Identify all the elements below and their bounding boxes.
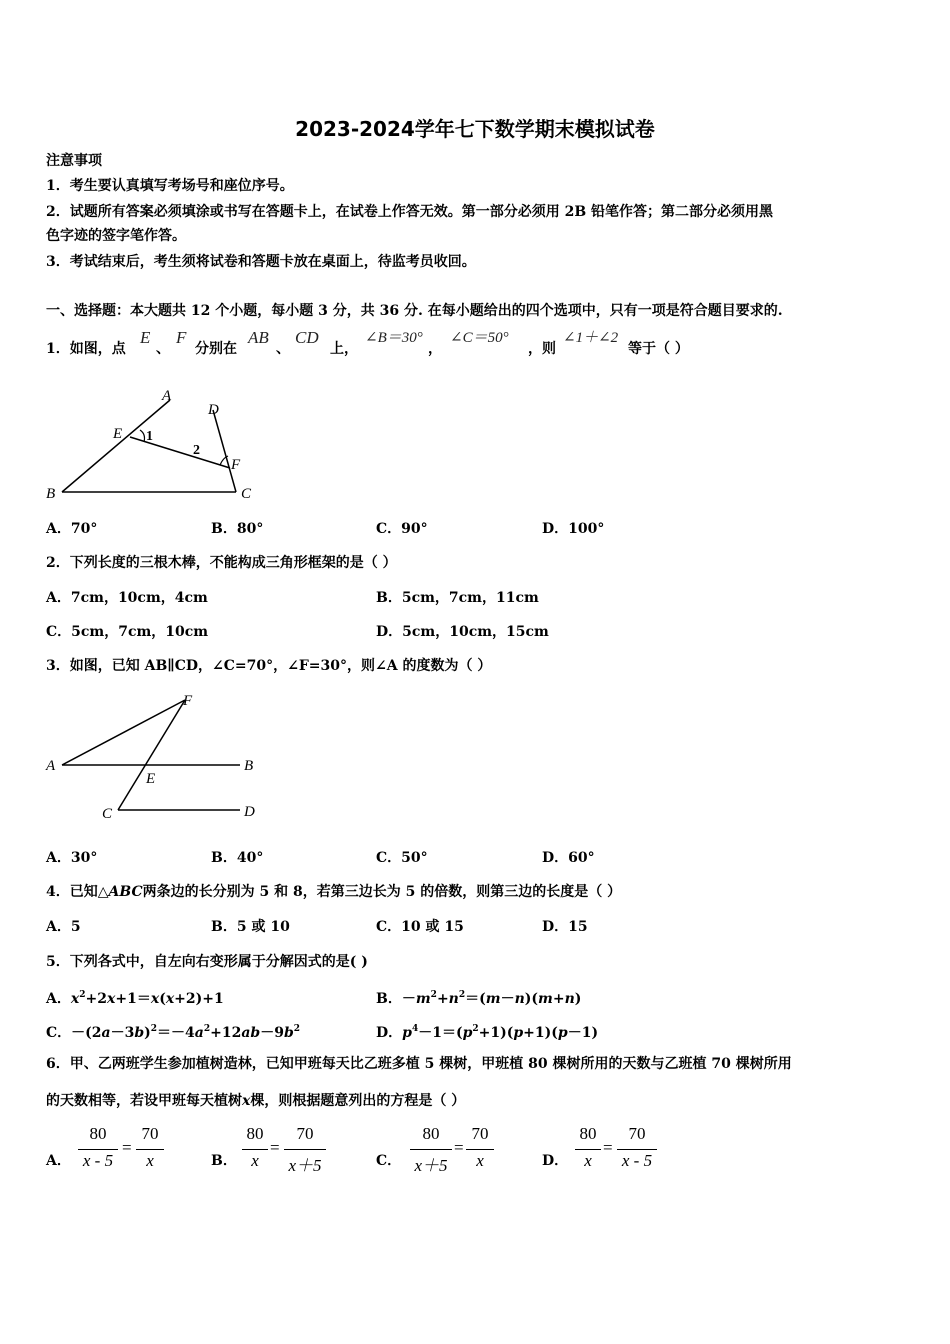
q3-figure — [40, 688, 270, 823]
q6-option-b-equation: 80 x = 70 x＋5 — [240, 1124, 330, 1174]
q1-fig-label-f: F — [231, 457, 241, 473]
q6-option-d-equation: 80 x = 70 x - 5 — [573, 1124, 663, 1174]
q6-stem-line2: 的天数相等，若设甲班每天植树x棵，则根据题意列出的方程是（ ） — [46, 1093, 466, 1109]
q6-option-b-label: B． — [211, 1153, 237, 1169]
notice-line-3: 3．考试结束后，考生须将试卷和答题卡放在桌面上，待监考员收回。 — [46, 254, 476, 270]
q6-option-c-label: C． — [376, 1153, 402, 1169]
q3-fig-label-a: A — [46, 758, 56, 774]
q1-point-e: E — [140, 328, 151, 347]
q4-option-b: B．5 或 10 — [211, 919, 290, 935]
q1-fig-label-e: E — [113, 426, 123, 442]
q1-figure — [40, 380, 270, 505]
q6-option-d-label: D． — [542, 1153, 569, 1169]
q1-fig-label-a: A — [162, 388, 172, 404]
q5-option-b: B．$-m^2+n^2=(m-n)(m+n)$ — [376, 990, 582, 1007]
q5-stem: 5．下列各式中，自左向右变形属于分解因式的是( ) — [46, 954, 368, 970]
q1-fig-label-c: C — [241, 486, 252, 502]
q4-option-d: D．15 — [542, 919, 588, 935]
q4-option-c: C．10 或 15 — [376, 919, 464, 935]
q4-stem-part1: 4．已知△ — [46, 884, 109, 900]
q1-stem-part2: 分别在 — [195, 341, 237, 357]
q3-fig-label-c: C — [102, 806, 113, 822]
q1-angle-sum: ∠1＋∠2 — [563, 330, 619, 346]
q1-angle-c: ∠C＝50° — [450, 330, 509, 346]
q1-comma: ， — [428, 341, 442, 357]
q1-fig-label-b: B — [46, 486, 56, 502]
q1-fig-label-d: D — [208, 402, 219, 418]
q1-separator: 、 — [156, 341, 170, 357]
notice-line-1: 1．考生要认真填写考场号和座位序号。 — [46, 178, 294, 194]
notice-line-2-cont: 色字迹的签字笔作答。 — [46, 228, 186, 244]
q1-option-c: C．90° — [376, 521, 428, 537]
q6-option-a-label: A． — [46, 1153, 71, 1169]
q2-option-d: D．5cm，10cm，15cm — [376, 624, 549, 640]
q3-option-d: D．60° — [542, 850, 595, 866]
q1-point-f: F — [176, 328, 187, 347]
q1-line-ab: AB — [248, 328, 269, 347]
q2-option-b: B．5cm，7cm，11cm — [376, 590, 539, 606]
q5-option-a: A．$x^2+2x+1=x(x+2)+1$ — [46, 990, 224, 1007]
q3-fig-label-f: F — [183, 693, 193, 709]
q1-stem-part5: 等于（ ） — [628, 341, 689, 357]
q3-fig-label-e: E — [146, 771, 156, 787]
q4-stem-part2: 两条边的长分别为 5 和 8，若第三边长为 5 的倍数，则第三边的长度是（ ） — [142, 884, 622, 900]
q4-triangle-name: ABC — [108, 884, 143, 900]
q3-fig-label-d: D — [244, 804, 255, 820]
page-title: 2023-2024学年七下数学期末模拟试卷 — [295, 117, 655, 141]
q1-fig-angle-2: 2 — [193, 443, 200, 458]
q2-stem: 2．下列长度的三根木棒，不能构成三角形框架的是（ ） — [46, 555, 397, 571]
q3-fig-label-b: B — [244, 758, 254, 774]
q1-option-a: A．70° — [46, 521, 98, 537]
q1-angle-b: ∠B＝30° — [365, 330, 423, 346]
q6-stem-line1: 6．甲、乙两班学生参加植树造林，已知甲班每天比乙班多植 5 棵树，甲班植 80 棵树所用的天数与乙班植 70 棵树所用 — [46, 1056, 792, 1072]
q1-stem-part4: ，则 — [528, 341, 556, 357]
notice-line-2: 2．试题所有答案必须填涂或书写在答题卡上，在试卷上作答无效。第一部分必须用 2B 铅笔作答；第二部分必须用黑 — [46, 204, 774, 220]
notice-heading: 注意事项 — [46, 153, 102, 169]
q1-separator-2: 、 — [276, 341, 290, 357]
q1-stem-part1: 1．如图，点 — [46, 341, 126, 357]
q2-option-c: C．5cm，7cm，10cm — [46, 624, 209, 640]
q4-stem — [46, 882, 621, 902]
section-heading: 一、选择题：本大题共 12 个小题，每小题 3 分，共 36 分. 在每小题给出的四个选项中，只有一项是符合题目要求的. — [46, 303, 783, 319]
q1-fig-angle-1: 1 — [146, 429, 153, 444]
q3-option-b: B．40° — [211, 850, 264, 866]
q1-option-d: D．100° — [542, 521, 605, 537]
q3-option-c: C．50° — [376, 850, 428, 866]
q1-stem-part3: 上， — [330, 341, 358, 357]
q1-option-b: B．80° — [211, 521, 264, 537]
q4-option-a: A．5 — [46, 919, 81, 935]
q1-line-cd: CD — [295, 328, 319, 347]
q6-option-c-equation: 80 x＋5 = 70 x — [408, 1124, 498, 1174]
q3-option-a: A．30° — [46, 850, 98, 866]
q2-option-a: A．7cm，10cm，4cm — [46, 590, 208, 606]
q5-option-d: D．$p^4-1=(p^2+1)(p+1)(p-1)$ — [376, 1024, 599, 1041]
q6-option-a-equation: 80 x - 5 = 70 x — [76, 1124, 166, 1174]
q5-option-c: C．$-(2a-3b)^2=-4a^2+12ab-9b^2$ — [46, 1024, 301, 1041]
q3-stem: 3．如图，已知 AB∥CD，∠C=70°，∠F=30°，则∠A 的度数为（ ） — [46, 658, 492, 674]
